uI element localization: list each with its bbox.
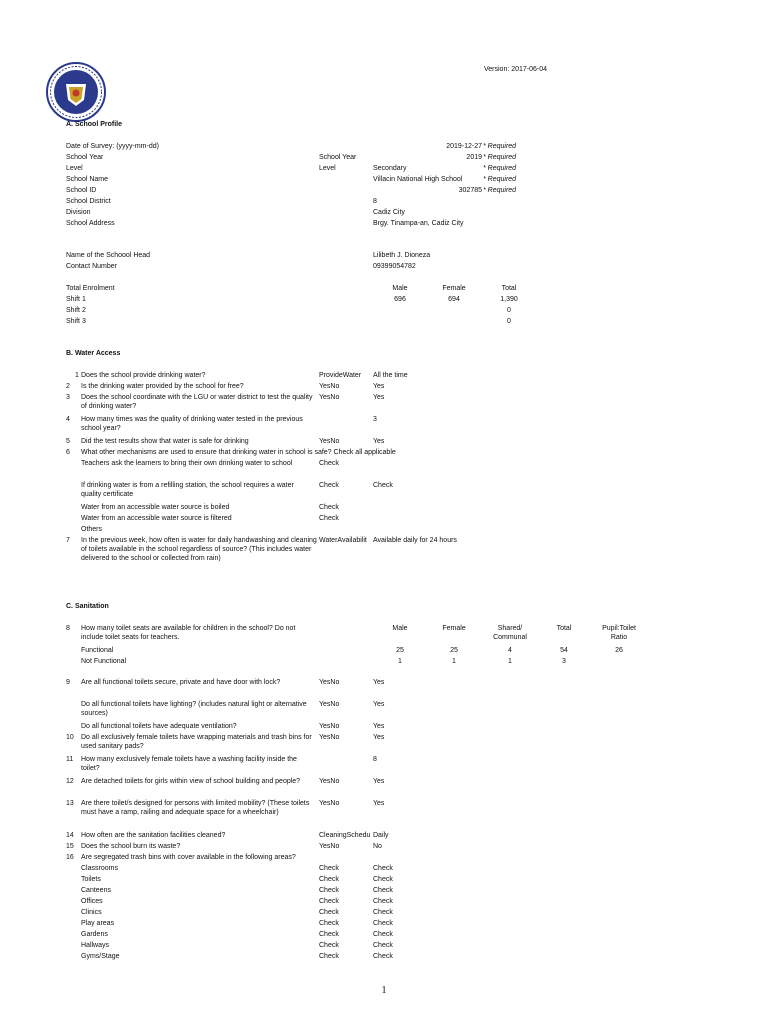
- enrolment-header-total: Total: [501, 285, 517, 292]
- deped-seal-icon: [46, 62, 106, 122]
- section-heading-school-profile: A. School Profile: [66, 121, 123, 128]
- area-label: Clinics: [81, 909, 102, 916]
- question-number: 3: [66, 394, 70, 401]
- toilet-value: 25: [450, 647, 458, 654]
- answer-type: YesNo: [319, 701, 340, 708]
- level-mid: Level: [319, 165, 336, 172]
- area-label: Offices: [81, 898, 103, 905]
- area-label: Canteens: [81, 887, 111, 894]
- school-name-label: School Name: [66, 176, 109, 183]
- answer-type: CleaningSchedu: [319, 832, 371, 839]
- answer-value: Available daily for 24 hours: [373, 537, 457, 544]
- option-value: Check: [373, 482, 393, 489]
- school-year-mid: School Year: [319, 154, 357, 161]
- enrolment-total: 1,390: [500, 296, 518, 303]
- enrolment-row-label: Shift 3: [66, 318, 86, 325]
- toilet-header-shared: Shared/ Communal: [493, 625, 527, 641]
- question-number: 9: [66, 679, 70, 686]
- enrolment-total: 0: [507, 318, 511, 325]
- school-address-value: Brgy. Tinampa-an, Cadiz City: [373, 220, 464, 227]
- answer-type: YesNo: [319, 438, 340, 445]
- answer-value: Yes: [373, 778, 385, 785]
- answer-value: Yes: [373, 438, 385, 445]
- area-label: Hallways: [81, 942, 110, 949]
- question-number: 12: [66, 778, 74, 785]
- answer-value: All the time: [373, 372, 408, 379]
- enrolment-header-male: Male: [392, 285, 408, 292]
- question-number: 6: [66, 449, 70, 456]
- required-note: * Required: [483, 176, 517, 183]
- section-heading-water-access: B. Water Access: [66, 350, 121, 357]
- option-text: Water from an accessible water source is boiled: [81, 504, 230, 511]
- question-text: Do all exclusively female toilets have wrapping materials and trash bins for used sanitary pads?: [81, 734, 312, 750]
- answer-value: No: [373, 843, 382, 850]
- option-text: Teachers ask the learners to bring their own drinking water to school: [81, 460, 293, 467]
- answer-value: Yes: [373, 383, 385, 390]
- toilet-value: 54: [560, 647, 568, 654]
- area-label: Play areas: [81, 920, 115, 927]
- answer-value: Yes: [373, 723, 385, 730]
- area-value: Check: [373, 865, 393, 872]
- question-text: How many times was the quality of drinking water tested in the previous school year?: [81, 416, 303, 432]
- required-note: * Required: [483, 165, 517, 172]
- total-enrolment-label: Total Enrolment: [66, 285, 115, 292]
- question-number: 10: [66, 734, 74, 741]
- answer-value: Yes: [373, 800, 385, 807]
- area-value: Check: [373, 898, 393, 905]
- toilet-header-total: Total: [556, 625, 572, 632]
- toilet-value: 1: [452, 658, 456, 665]
- question-number: 11: [66, 756, 74, 763]
- answer-type: WaterAvailabilit: [319, 537, 367, 544]
- option-text: Others: [81, 526, 103, 533]
- date-value: 2019-12-27: [446, 143, 482, 150]
- question-text: Do all functional toilets have adequate ventilation?: [81, 723, 237, 730]
- level-label: Level: [66, 165, 83, 172]
- question-number: 16: [66, 854, 74, 861]
- school-year-value: 2019: [466, 154, 482, 161]
- area-value: Check: [373, 887, 393, 894]
- school-head-label: Name of the Schoool Head: [66, 252, 151, 259]
- question-text: Do all functional toilets have lighting? (includes natural light or alternative sources): [81, 701, 307, 717]
- answer-value: Yes: [373, 394, 385, 401]
- answer-type: YesNo: [319, 723, 340, 730]
- enrolment-female: 694: [448, 296, 460, 303]
- toilet-row-label: Not Functional: [81, 658, 127, 665]
- question-text: What other mechanisms are used to ensure that drinking water in school is safe? Check all applicable: [81, 449, 396, 456]
- area-check: Check: [319, 865, 339, 872]
- division-value: Cadiz City: [373, 209, 405, 216]
- question-text: How many toilet seats are available for children in the school? Do not include toilet seats for teachers.: [81, 625, 296, 641]
- toilet-header-female: Female: [442, 625, 466, 632]
- question-number: 4: [66, 416, 70, 423]
- enrolment-row-label: Shift 1: [66, 296, 86, 303]
- school-id-value: 302785: [458, 187, 482, 194]
- area-value: Check: [373, 909, 393, 916]
- enrolment-total: 0: [507, 307, 511, 314]
- contact-number-value: 09399054782: [373, 263, 416, 270]
- area-check: Check: [319, 898, 339, 905]
- question-text: Is the drinking water provided by the school for free?: [81, 383, 244, 390]
- toilet-value: 25: [396, 647, 404, 654]
- division-label: Division: [66, 209, 91, 216]
- question-text: In the previous week, how often is water for daily handwashing and cleaning of toilets available in the school regardless of source? (This includes water delivered to the school or collected from rain): [81, 537, 317, 562]
- toilet-row-label: Functional: [81, 647, 114, 654]
- question-number: 13: [66, 800, 74, 807]
- option-check: Check: [319, 460, 339, 467]
- enrolment-header-female: Female: [442, 285, 466, 292]
- toilet-value: 1: [508, 658, 512, 665]
- toilet-value: 4: [508, 647, 512, 654]
- answer-type: ProvideWater: [319, 372, 362, 379]
- date-label: Date of Survey: (yyyy-mm-dd): [66, 143, 159, 150]
- area-check: Check: [319, 887, 339, 894]
- toilet-header-male: Male: [392, 625, 408, 632]
- answer-type: YesNo: [319, 394, 340, 401]
- question-number: 14: [66, 832, 74, 839]
- question-text: Are there toilet/s designed for persons with limited mobility? (These toilets must have a ramp, railing and adequate space for a wheelchair): [81, 800, 310, 816]
- area-value: Check: [373, 931, 393, 938]
- question-number: 1: [75, 372, 79, 379]
- answer-value: Daily: [373, 832, 389, 839]
- question-text: How many exclusively female toilets have a washing facility inside the toilet?: [81, 756, 297, 772]
- toilet-header-ratio: Pupil:Toilet Ratio: [602, 625, 636, 641]
- area-value: Check: [373, 942, 393, 949]
- toilet-value: 26: [615, 647, 623, 654]
- answer-type: YesNo: [319, 383, 340, 390]
- answer-value: Yes: [373, 679, 385, 686]
- area-check: Check: [319, 909, 339, 916]
- school-district-label: School District: [66, 198, 111, 205]
- question-number: 7: [66, 537, 70, 544]
- school-name-value: Villacin National High School: [373, 176, 463, 183]
- option-check: Check: [319, 482, 339, 489]
- school-year-label: School Year: [66, 154, 104, 161]
- answer-value: 3: [373, 416, 377, 423]
- question-text: Does the school burn its waste?: [81, 843, 181, 850]
- required-note: * Required: [483, 154, 517, 161]
- answer-type: YesNo: [319, 800, 340, 807]
- page-number: 1: [381, 985, 387, 996]
- question-text: Are detached toilets for girls within view of school building and people?: [81, 778, 301, 785]
- question-text: Did the test results show that water is safe for drinking: [81, 438, 249, 445]
- area-label: Gardens: [81, 931, 108, 938]
- question-text: How often are the sanitation facilities cleaned?: [81, 832, 226, 839]
- area-value: Check: [373, 876, 393, 883]
- option-check: Check: [319, 515, 339, 522]
- area-label: Toilets: [81, 876, 101, 883]
- area-check: Check: [319, 920, 339, 927]
- question-number: 15: [66, 843, 74, 850]
- version-label: Version: 2017-06-04: [484, 66, 548, 73]
- area-check: Check: [319, 942, 339, 949]
- question-number: 2: [66, 383, 70, 390]
- answer-type: YesNo: [319, 734, 340, 741]
- area-value: Check: [373, 953, 393, 960]
- enrolment-row-label: Shift 2: [66, 307, 86, 314]
- question-number: 5: [66, 438, 70, 445]
- area-value: Check: [373, 920, 393, 927]
- answer-type: YesNo: [319, 679, 340, 686]
- answer-value: Yes: [373, 734, 385, 741]
- area-check: Check: [319, 876, 339, 883]
- toilet-value: 3: [562, 658, 566, 665]
- answer-value: 8: [373, 756, 377, 763]
- question-number: 8: [66, 625, 70, 632]
- question-text: Does the school provide drinking water?: [81, 372, 206, 379]
- contact-number-label: Contact Number: [66, 263, 117, 270]
- area-check: Check: [319, 931, 339, 938]
- toilet-value: 1: [398, 658, 402, 665]
- option-check: Check: [319, 504, 339, 511]
- area-label: Gyms/Stage: [81, 953, 120, 960]
- answer-value: Yes: [373, 701, 385, 708]
- question-text: Are segregated trash bins with cover available in the following areas?: [81, 854, 296, 861]
- option-text: Water from an accessible water source is filtered: [81, 515, 232, 522]
- area-label: Classrooms: [81, 865, 118, 872]
- area-check: Check: [319, 953, 339, 960]
- school-district-value: 8: [373, 198, 377, 205]
- enrolment-male: 696: [394, 296, 406, 303]
- answer-type: YesNo: [319, 778, 340, 785]
- section-heading-sanitation: C. Sanitation: [66, 603, 109, 610]
- required-note: * Required: [483, 187, 517, 194]
- school-id-label: School ID: [66, 187, 97, 194]
- school-address-label: School Address: [66, 220, 115, 227]
- required-note: * Required: [483, 143, 517, 150]
- level-value: Secondary: [373, 165, 407, 172]
- school-head-value: Lilibeth J. Dioneza: [373, 252, 431, 259]
- option-text: If drinking water is from a refilling station, the school requires a water quality certificate: [81, 482, 294, 498]
- answer-type: YesNo: [319, 843, 340, 850]
- question-text: Are all functional toilets secure, private and have door with lock?: [81, 679, 281, 686]
- question-text: Does the school coordinate with the LGU or water district to test the quality of drinking water?: [81, 394, 313, 410]
